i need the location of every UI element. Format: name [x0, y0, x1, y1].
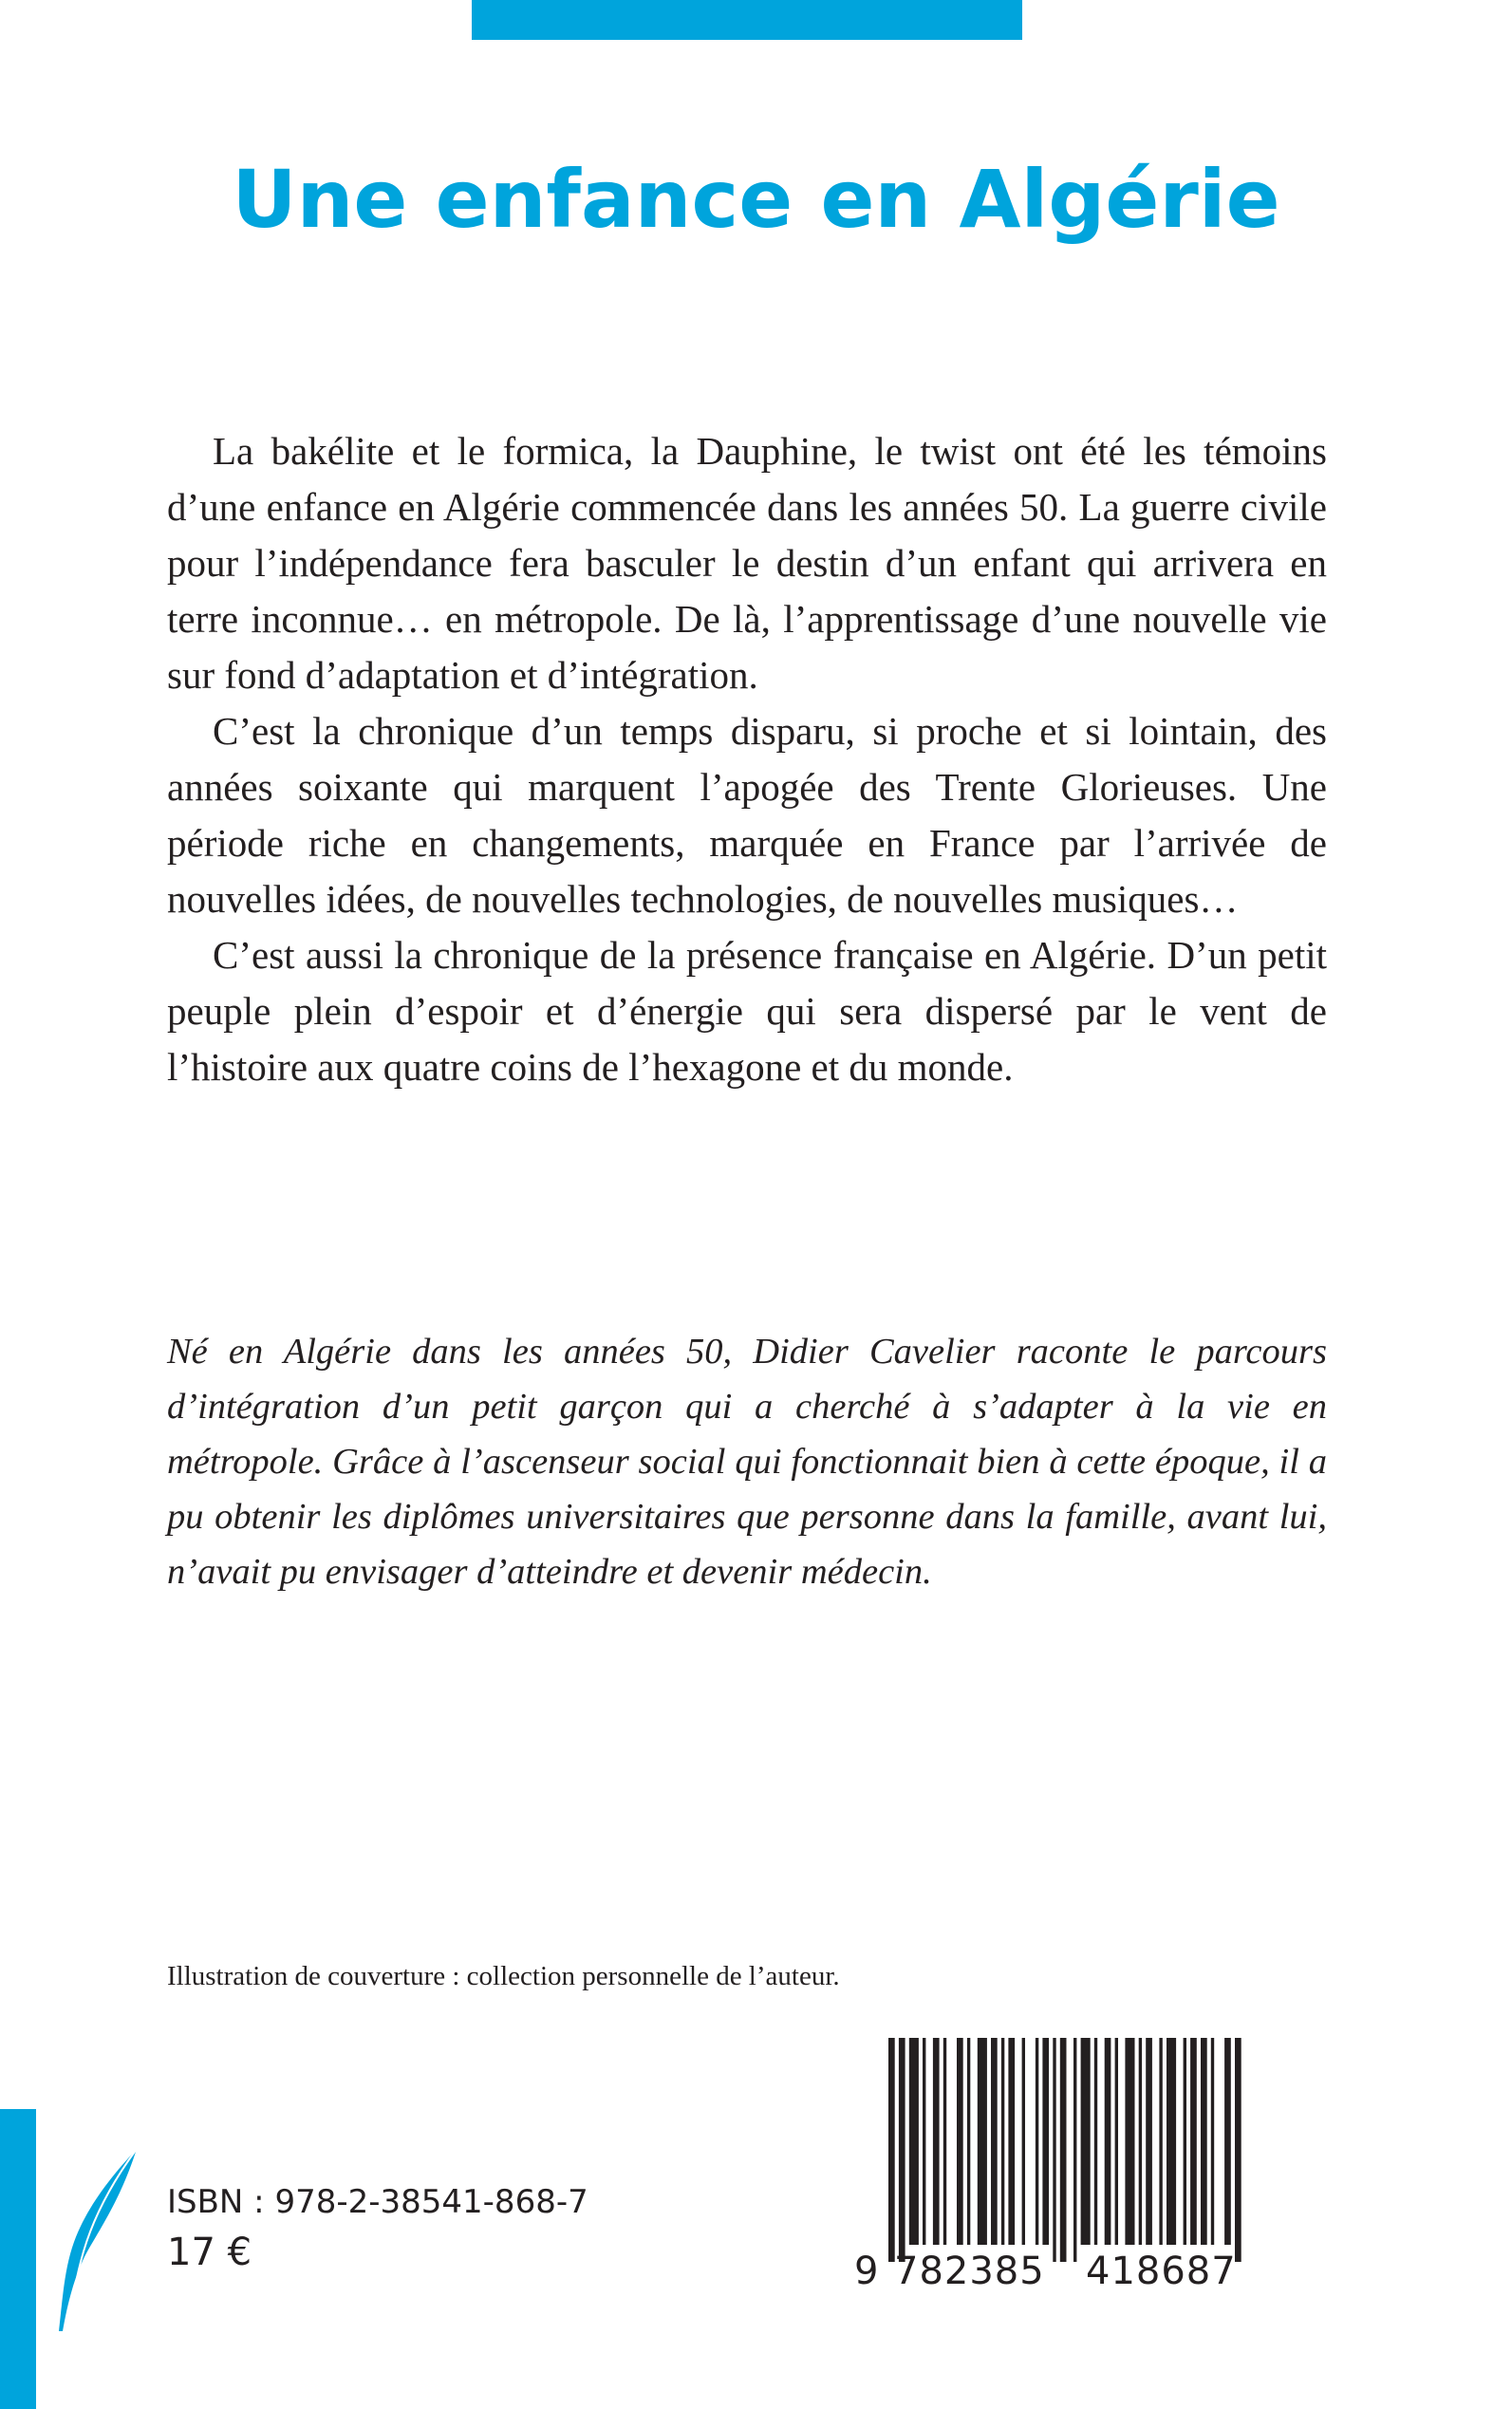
barcode-bar: [1125, 2038, 1134, 2245]
barcode-bar: [1060, 2038, 1067, 2262]
isbn-number: ISBN : 978-2-38541-868-7: [167, 2183, 588, 2221]
barcode-bars: [888, 2038, 1241, 2262]
barcode-bar: [1167, 2038, 1176, 2245]
summary-text: [167, 423, 1327, 1095]
barcode-bar: [1224, 2038, 1231, 2245]
summary-paragraph: C’est la chronique d’un temps disparu, si proche et si lointain, des années soixante qui marquent l’apogée des Trente Glorieuses. Une période riche en changements, marquée en France par l’arrivée de nouvelles idées, de nouvelles technologies, de nouvelles musiques…: [167, 709, 1327, 921]
barcode-bar: [1042, 2038, 1049, 2245]
barcode-bar: [888, 2038, 895, 2262]
barcode-bar: [1094, 2038, 1097, 2245]
author-bio: Né en Algérie dans les années 50, Didier Cavelier raconte le parcours d’intégration d’un petit garçon qui a cherché à s’adapter à la vie en métropole. Grâce à l’ascenseur social qui fonctionnait bien à cette époque, il a pu obtenir les diplômes universitaires que personne dans la famille, avant lui, n’avait pu envisager d’atteindre et devenir médecin.: [167, 1332, 1327, 1592]
barcode-bar: [1053, 2038, 1055, 2262]
barcode-bar: [1036, 2038, 1038, 2245]
barcode-bar: [991, 2038, 998, 2245]
barcode-bar: [1073, 2038, 1076, 2262]
barcode-bar: [1008, 2038, 1015, 2245]
barcode-bar: [1105, 2038, 1111, 2245]
barcode-bar: [1022, 2038, 1025, 2245]
barcode: [835, 2025, 1290, 2288]
barcode-bar: [1159, 2038, 1162, 2245]
top-accent-tab: [472, 0, 1022, 40]
barcode-bar: [978, 2038, 987, 2245]
barcode-group-right: 418687: [1086, 2250, 1237, 2288]
barcode-digit-first: 9: [854, 2250, 879, 2288]
barcode-bar: [967, 2038, 970, 2245]
barcode-bar: [1211, 2038, 1214, 2245]
barcode-bar: [1184, 2038, 1186, 2245]
barcode-bar: [933, 2038, 940, 2245]
summary-paragraph: La bakélite et le formica, la Dauphine, le twist ont été les témoins d’une enfance en Algérie commencée dans les années 50. La guerre civile pour l’indépendance fera basculer le destin d’un enfant qui arrivera en terre inconnue… en métropole. De là, l’apprentissage d’une nouvelle vie sur fond d’adaptation et d’intégration.: [167, 429, 1327, 697]
barcode-bar: [909, 2038, 919, 2245]
barcode-bar: [1146, 2038, 1152, 2245]
barcode-bar: [1201, 2038, 1207, 2245]
barcode-bar: [957, 2038, 963, 2245]
feather-icon: [55, 2147, 140, 2333]
barcode-bar: [1139, 2038, 1142, 2245]
illustration-credit: Illustration de couverture : collection personnelle de l’auteur.: [167, 1961, 840, 1991]
barcode-bar: [1081, 2038, 1091, 2245]
left-accent-bar: [0, 2109, 36, 2409]
barcode-bar: [923, 2038, 925, 2245]
summary-paragraph: C’est aussi la chronique de la présence française en Algérie. D’un petit peuple plein d’espoir et d’énergie qui sera dispersé par le vent de l’histoire aux quatre coins de l’hexagone et du monde.: [167, 933, 1327, 1089]
barcode-bar: [1190, 2038, 1197, 2245]
barcode-bar: [1235, 2038, 1241, 2262]
barcode-bar: [1001, 2038, 1004, 2245]
barcode-group-left: 782385: [894, 2250, 1045, 2288]
barcode-bar: [899, 2038, 905, 2262]
price: 17 €: [167, 2231, 252, 2274]
book-title: Une enfance en Algérie: [232, 153, 1280, 246]
barcode-bar: [1115, 2038, 1118, 2245]
barcode-bar: [943, 2038, 946, 2245]
